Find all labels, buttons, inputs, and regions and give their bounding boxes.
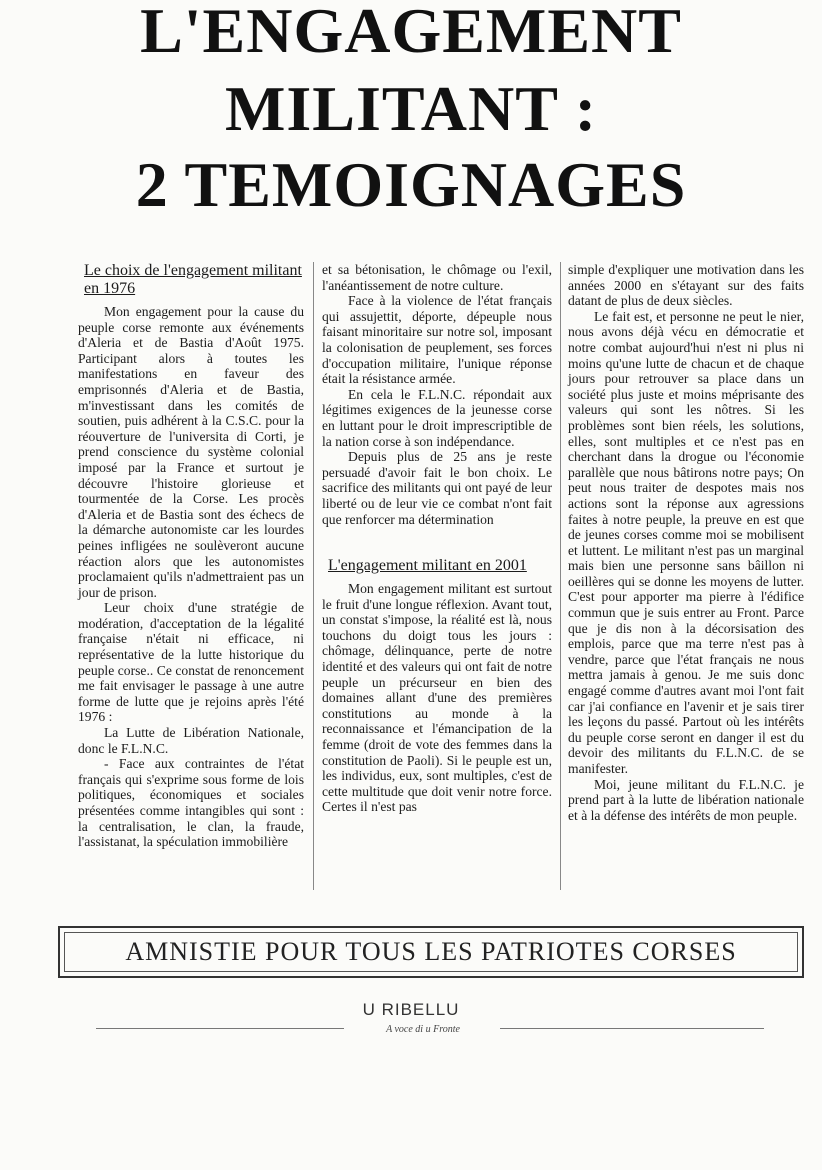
paragraph: simple d'expliquer une motivation dans les années 2000 en s'étayant sur des faits datant de plus de deux siècles. (568, 262, 804, 309)
footer-rule-left (96, 1028, 344, 1029)
column-divider (560, 262, 561, 890)
banner-text: AMNISTIE POUR TOUS LES PATRIOTES CORSES (125, 937, 737, 966)
paragraph: Mon engagement militant est surtout le fruit d'une longue réflexion. Avant tout, un constat s'impose, la réalité est là, nous touchons du doigt tous les jours : chômage, délinquance, perte de notre identité et des valeurs qui ont fait de notre peuple un précurseur en bien des domaines allant d'une des premières constitutions au monde à la reconnaissance et l'émancipation de la femme (droit de vote des femmes dans la constitution de Paoli). Si le peuple est un, les individus, eux, sont multiples, c'est de cette multitude que doit venir notre force. Certes il n'est pas (322, 581, 552, 815)
paragraph: Leur choix d'une stratégie de modération, d'acceptation de la légalité française n'était ni efficace, ni représentative de la lutte historique du peuple corse.. Ce constat de renoncement me fait envisager le passage à une autre forme de lutte que je rejoins après l'été 1976 : (78, 600, 304, 725)
paragraph: Mon engagement pour la cause du peuple corse remonte aux événements d'Aleria et de Bastia d'Août 1975. Participant alors à toutes les manifestations en faveur des emprisonnés d'Aleria et de Bastia, m'investissant dans les comités de soutien, puis adhérent à la C.S.C. pour la réouverture de l'universita di Corti, je prend conscience du système colonial imposé par la France et surtout je découvre l'histoire glorieuse et tourmentée de la Corse. Les procès d'Aleria et de Bastia sont des échecs de la démarche autonomiste car les lourdes peines infligées ne soulèveront aucune réaction alors que les autonomistes proclamaient qu'ils n'admettraient pas un jour de prison. (78, 304, 304, 600)
column-2 (322, 262, 552, 815)
paragraph: Depuis plus de 25 ans je reste persuadé d'avoir fait le bon choix. Le sacrifice des militants qui ont payé de leur liberté ou de leur vie ce combat n'ont fait que renforcer ma détermination (322, 449, 552, 527)
paragraph: Face à la violence de l'état français qui assujettit, déporte, dépeuple nous faisant minoritaire sur notre sol, imposant la colonisation de peuplement, ses forces d'occupation militaire, l'unique réponse était la résistance armée. (322, 293, 552, 387)
column-3 (568, 262, 804, 823)
column-divider (313, 262, 314, 890)
paragraph: et sa bétonisation, le chômage ou l'exil, l'anéantissement de notre culture. (322, 262, 552, 293)
section-heading-1976: Le choix de l'engagement militant en 1976 (84, 262, 302, 297)
paragraph: En cela le F.L.N.C. répondait aux légitimes exigences de la jeunesse corse en luttant pour le droit imprescriptible de la nation corse à son indépendance. (322, 386, 552, 449)
publication-tagline: A voce di u Fronte (386, 1024, 460, 1035)
paragraph: - Face aux contraintes de l'état français qui s'exprime sous forme de lois politiques, économiques et sociales présentées comme intangibles qui sont : la centralisation, le clan, la fraude, l'assistanat, la spéculation immobilière (78, 756, 304, 850)
paragraph: La Lutte de Libération Nationale, donc le F.L.N.C. (78, 725, 304, 756)
column-1 (78, 262, 304, 850)
title-line-1: L'ENGAGEMENT (140, 0, 682, 66)
title-line-3: 2 TEMOIGNAGES (135, 149, 687, 220)
paragraph: Le fait est, et personne ne peut le nier, nous avons déjà vécu en démocratie et notre combat aujourd'hui n'est ni plus ni moins qu'une lutte de chacun et de chaque jours pour retrouver sa place dans un société plus juste et moins méprisante des valeurs qui sont les nôtres. Si les problèmes sont bien réels, les solutions, elles, sont multiples et ce n'est pas en cherchant dans la drogue ou l'économie parallèle que nous bâtirons notre pays; On peut nous traiter de despotes mais nos actions sont la réponse aux agressions faites à notre peuple, la preuve en est que de jeunes corses comme moi se mobilisent et luttent. Le militant n'est pas un marginal mais bien une personne sans bâillon ni oeillères qui se donne les moyens de lutter. C'est pour apporter ma pierre à l'édifice commun que je suis entrer au Front. Parce que je dis non à la décorsisation des emplois, parce que ma terre n'est pas à vendre, parce que l'état français ne nous mettra jamais à genou. Je me suis donc engagé comme d'autres avant moi l'ont fait car j'ai confiance en l'avenir et je sais tirer les leçons du passé. Partout où les intérêts du peuple corse seront en danger il est du devoir des militants du F.L.N.C. de se manifester. (568, 308, 804, 776)
footer-rule-right (500, 1028, 764, 1029)
amnesty-banner (58, 926, 804, 978)
publication-name: U RIBELLU (362, 1000, 460, 1019)
section-heading-2001: L'engagement militant en 2001 (328, 557, 527, 575)
banner-inner-frame (64, 932, 798, 972)
paragraph: Moi, jeune militant du F.L.N.C. je prend part à la lutte de libération nationale et à la défense des intérêts de mon peuple. (568, 776, 804, 823)
title-line-2: MILITANT : (224, 73, 598, 144)
